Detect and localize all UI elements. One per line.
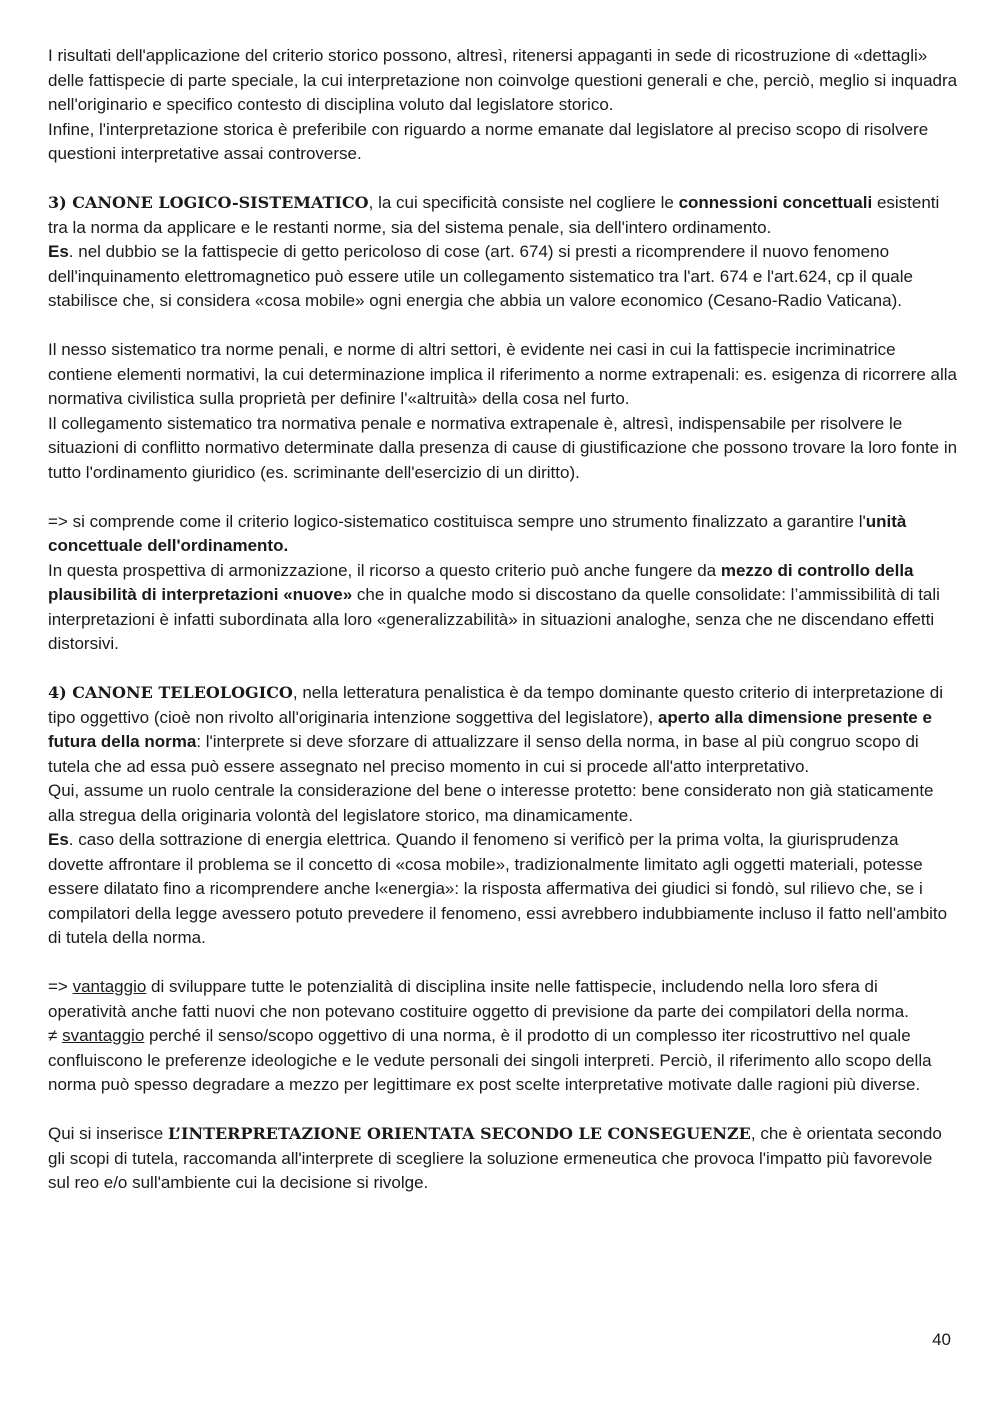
paragraph-bene-protetto: Qui, assume un ruolo centrale la considerazione del bene o interesse protetto: bene considerato non già staticamente alla stregua della originaria volontà del legislatore storico, ma dinamicamente. — [48, 781, 934, 825]
closing-heading: L’INTERPRETAZIONE ORIENTATA SECONDO LE CONSEGUENZE — [167, 1124, 751, 1143]
paragraph-historical-preference: Infine, l'interpretazione storica è preferibile con riguardo a norme emanate dal legislatore al preciso scopo di risolvere questioni interpretative assai controverse. — [48, 119, 929, 163]
section-4-heading: 4) CANONE TELEOLOGICO — [48, 683, 293, 702]
paragraph-gap — [48, 951, 958, 976]
paragraph-prospettiva: In questa prospettiva di armonizzazione, il ricorso a questo criterio può anche fungere da mezzo di controllo della plausibilità di interpretazioni «nuove» che in qualche modo si discostano da quelle consolidate: l’ammissibilità di tali interpretazioni è infatti subordinata alla loro «generalizzabilità» in situazioni analoghe, senza che ne discendano effetti distorsivi. — [48, 560, 940, 653]
paragraph-unita: => si comprende come il criterio logico-sistematico costituisca sempre uno strumento finalizzato a garantire l'unità concettuale dell'ordinamento. — [48, 511, 907, 555]
section-3-example: Es. nel dubbio se la fattispecie di getto pericoloso di cose (art. 674) si presti a ricomprendere il nuovo fenomeno dell'inquinamento elettromagnetico può essere utile un collegamento sistematico tra l'art. 674 e l'art.624, cp il quale stabilisce che, si considera «cosa mobile» ogni energia che abbia un valore economico (Cesano-Radio Vaticana). — [48, 242, 913, 310]
paragraph-gap — [48, 314, 958, 339]
page-number: 40 — [932, 1330, 951, 1349]
section-3-paragraph: 3) CANONE LOGICO-SISTEMATICO, la cui specificità consiste nel cogliere le connessioni concettuali esistenti tra la norma da applicare e le restanti norme, sia del sistema penale, sia dell'intero ordinamento. — [48, 193, 940, 237]
paragraph-historical-details: I risultati dell'applicazione del criterio storico possono, altresì, ritenersi appaganti in sede di ricostruzione di «dettagli» delle fattispecie di parte speciale, la cui interpretazione non coinvolge questioni generali e che, perciò, meglio si inquadra nell'originario e specifico contesto di disciplina voluto dal legislatore storico. — [48, 46, 958, 114]
document-page — [48, 44, 958, 1196]
closing-paragraph: Qui si inserisce L’INTERPRETAZIONE ORIENTATA SECONDO LE CONSEGUENZE, che è orientata secondo gli scopi di tutela, raccomanda all'interprete di scegliere la soluzione ermeneutica che provoca l'impatto più favorevole sul reo e/o sull'ambiente cui la decisione si rivolge. — [48, 1124, 942, 1192]
underline-svantaggio: svantaggio — [62, 1026, 145, 1045]
bold-aperto: aperto alla dimensione presente e futura della norma — [48, 707, 932, 751]
paragraph-gap — [48, 167, 958, 192]
underline-vantaggio: vantaggio — [72, 977, 147, 996]
paragraph-gap — [48, 1098, 958, 1123]
bold-unita: unità concettuale dell'ordinamento. — [48, 511, 907, 555]
paragraph-svantaggio: ≠ svantaggio perché il senso/scopo oggettivo di una norma, è il prodotto di un complesso iter ricostruttivo nel quale confluiscono le preferenze ideologiche e le vedute personali dei singoli interpreti. Perciò, il riferimento allo scopo della norma può spesso degradare a mezzo per legittimare ex post scelte interpretative motivate dalle ragioni più diverse. — [48, 1026, 932, 1094]
bold-connessioni: connessioni concettuali — [678, 193, 873, 212]
paragraph-nesso: Il nesso sistematico tra norme penali, e norme di altri settori, è evidente nei casi in cui la fattispecie incriminatrice contiene elementi normativi, la cui determinazione implica il riferimento a norme extrapenali: es. esigenza di ricorrere alla normativa civilistica sulla proprietà per definire l'«altruità» della cosa nel furto. — [48, 340, 957, 408]
paragraph-collegamento: Il collegamento sistematico tra normativa penale e normativa extrapenale è, altresì, indispensabile per risolvere le situazioni di conflitto normativo determinate dalla presenza di cause di giustificazione che possono trovare la loro fonte in tutto l'ordinamento giuridico (es. scriminante dell'esercizio di un diritto). — [48, 413, 958, 482]
paragraph-vantaggio: => vantaggio di sviluppare tutte le potenzialità di disciplina insite nelle fattispecie, includendo nella loro sfera di operatività anche fatti nuovi che non potevano costituire oggetto di previsione da parte dei compilatori della norma. — [48, 977, 909, 1021]
section-3-heading: 3) CANONE LOGICO-SISTEMATICO — [48, 193, 369, 212]
example-label: Es — [48, 242, 69, 261]
paragraph-gap — [48, 485, 958, 510]
section-4-example: Es. caso della sottrazione di energia elettrica. Quando il fenomeno si verificò per la prima volta, la giurisprudenza dovette affrontare il problema se il concetto di «cosa mobile», tradizionalmente limitato agli oggetti materiali, potesse essere dilatato fino a ricomprendere anche l«energia»: la risposta affermativa dei giudici si fondò, sul rilievo che, se i compilatori della legge avessero potuto prevedere il fenomeno, essi avrebbero indubbiamente incluso il fatto nell'ambito di tutela della norma. — [48, 830, 948, 947]
section-4-paragraph: 4) CANONE TELEOLOGICO, nella letteratura penalistica è da tempo dominante questo criterio di interpretazione di tipo oggettivo (cioè non rivolto all'originaria intenzione soggettiva del legislatore), aperto alla dimensione presente e futura della norma: l'interprete si deve sforzare di attualizzare il senso della norma, in base al più congruo scopo di tutela che ad essa può essere assegnato nel preciso momento in cui si procede all'atto interpretativo. — [48, 683, 944, 776]
bold-mezzo-controllo: mezzo di controllo della plausibilità di interpretazioni «nuove» — [48, 560, 914, 604]
paragraph-gap — [48, 657, 958, 682]
example-label: Es — [48, 830, 69, 849]
